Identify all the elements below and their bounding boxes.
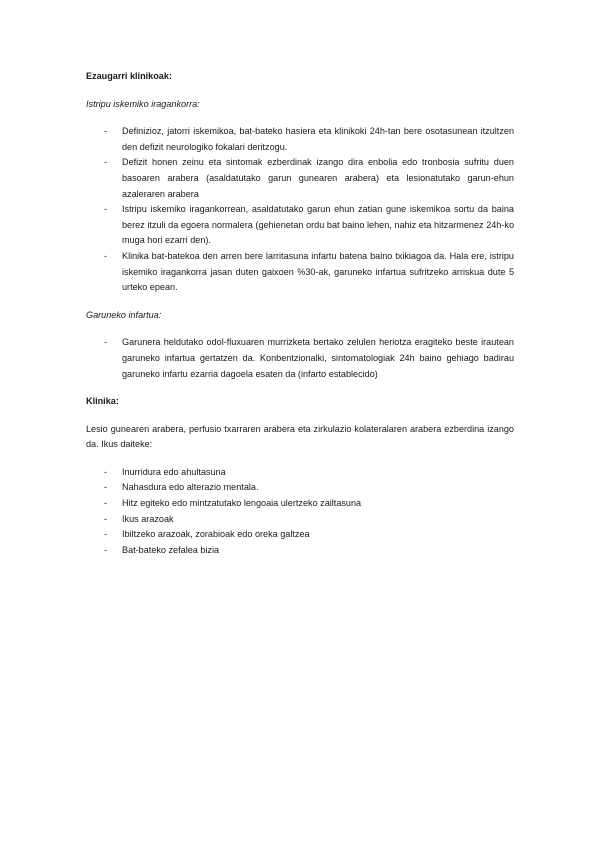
dash-bullet: - [104, 482, 108, 493]
infarct-heading: Garuneko infartua: [86, 309, 162, 320]
dash-bullet: - [104, 544, 108, 555]
dash-bullet: - [104, 250, 108, 261]
list-item-text: Garunera heldutako odol-fluxuaren murrizketa bertako zelulen heriotza eragiteko beste irautean garuneko infartua gertatzen da. Konbentzionalki, sintomatologiak 24h baino gehiago badirau garuneko infartu ezarria dagoela esaten da (infarto establecido) [122, 337, 514, 379]
clinic-list [86, 465, 514, 559]
document-body [86, 69, 514, 558]
dash-bullet: - [104, 337, 108, 348]
list-item-text: Bat-bateko zefalea bizia [122, 544, 220, 555]
dash-bullet: - [104, 498, 108, 509]
tia-list [86, 124, 514, 296]
list-item-text: Ikus arazoak [122, 513, 174, 524]
list-item [86, 496, 514, 512]
dash-bullet: - [104, 157, 108, 168]
list-item-text: Definizioz, jatorri iskemikoa, bat-bateko hasiera eta klinikoki 24h-tan bere osotasunean itzultzen den defizit neurologiko fokalari deritzogu. [122, 126, 514, 152]
list-item-text: Istripu iskemiko iragankorrean, asaldatutako garun ehun zatian gune iskemikoa sortu da baina berez itzuli da egoera normalera (gehienetan ordu bat baino lehen, nahiz eta hitzarmenez 24h-ko muga hori ezarri den). [122, 204, 514, 246]
list-item-text: Inurridura edo ahultasuna [122, 466, 226, 477]
list-item-text: Hitz egiteko edo mintzatutako lengoaia ulertzeko zailtasuna [122, 498, 362, 509]
dash-bullet: - [104, 466, 108, 477]
clinical-features-heading: Ezaugarri klinikoak: [86, 71, 172, 81]
list-item [86, 527, 514, 543]
infarct-list [86, 335, 514, 382]
dash-bullet: - [104, 126, 108, 137]
list-item [86, 335, 514, 382]
clinic-intro: Lesio gunearen arabera, perfusio txarraren arabera eta zirkulazio kolateralaren arabera ezberdina izango da. Ikus daiteke: [86, 423, 514, 450]
list-item-text: Nahasdura edo alterazio mentala. [122, 482, 259, 493]
list-item [86, 249, 514, 296]
dash-bullet: - [104, 529, 108, 540]
list-item-text: Klinika bat-batekoa den arren bere larritasuna infartu batena baino txikiagoa da. Hala ere, istripu iskemiko iragankorra jasan duten gaixoen %30-ak, garuneko infartua sufritzeko arriskua dute 5 urteko epean. [122, 250, 514, 293]
clinic-heading: Klinika: [86, 396, 119, 407]
list-item [86, 202, 514, 249]
list-item-text: Ibiltzeko arazoak, zorabioak edo oreka galtzea [122, 529, 310, 540]
list-item [86, 465, 514, 481]
dash-bullet: - [104, 513, 108, 524]
dash-bullet: - [104, 204, 108, 215]
tia-heading: Istripu iskemiko iragankorra: [86, 98, 200, 109]
list-item [86, 512, 514, 528]
list-item [86, 480, 514, 496]
list-item [86, 155, 514, 202]
list-item [86, 543, 514, 559]
list-item [86, 124, 514, 155]
list-item-text: Defizit honen zeinu eta sintomak ezberdinak izango dira enbolia edo tronbosia sufritu duen basoaren arabera (asaldatutako garun gunearen arabera) eta lesionatutako garun-ehun azaleraren arabera [122, 157, 514, 199]
